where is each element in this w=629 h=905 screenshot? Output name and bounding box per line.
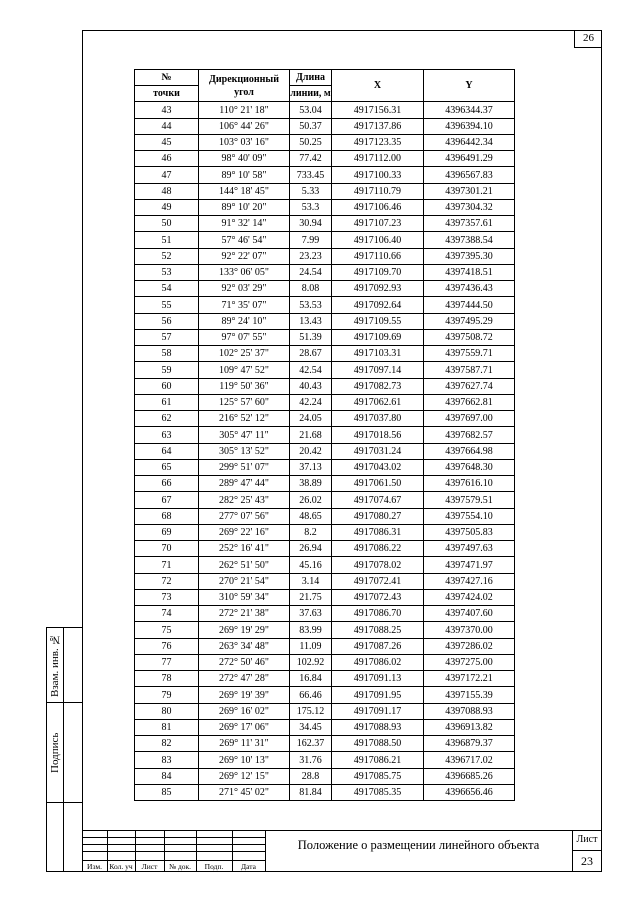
cell-direction-angle: 270° 21' 54": [199, 573, 290, 589]
cell-y-coord: 4397172.21: [424, 671, 515, 687]
header-x: X: [332, 70, 424, 102]
cell-line-length: 51.39: [290, 329, 332, 345]
cell-direction-angle: 289° 47' 44": [199, 476, 290, 492]
cell-y-coord: 4397505.83: [424, 524, 515, 540]
table-row: [135, 411, 515, 427]
cell-x-coord: 4917078.02: [332, 557, 424, 573]
cell-point-num: 79: [135, 687, 199, 703]
cell-point-num: 57: [135, 329, 199, 345]
cell-direction-angle: 133° 06' 05": [199, 264, 290, 280]
cell-line-length: 5.33: [290, 183, 332, 199]
title-block-title: Положение о размещении линейного объекта: [297, 838, 540, 852]
table-row: [135, 784, 515, 800]
cell-direction-angle: 89° 10' 58": [199, 167, 290, 183]
cell-point-num: 73: [135, 589, 199, 605]
cell-y-coord: 4397370.00: [424, 622, 515, 638]
cell-y-coord: 4396685.26: [424, 768, 515, 784]
cell-direction-angle: 272° 50' 46": [199, 654, 290, 670]
cell-x-coord: 4917106.40: [332, 232, 424, 248]
table-row: [135, 167, 515, 183]
cell-direction-angle: 89° 24' 10": [199, 313, 290, 329]
cell-y-coord: 4397436.43: [424, 281, 515, 297]
cell-direction-angle: 103° 03' 16": [199, 134, 290, 150]
cell-line-length: 28.67: [290, 346, 332, 362]
cell-point-num: 56: [135, 313, 199, 329]
cell-y-coord: 4397495.29: [424, 313, 515, 329]
cell-y-coord: 4397697.00: [424, 411, 515, 427]
cell-point-num: 83: [135, 752, 199, 768]
cell-direction-angle: 71° 35' 07": [199, 297, 290, 313]
cell-line-length: 53.53: [290, 297, 332, 313]
side-stamp-vzam-label: Взам. инв. №: [49, 633, 61, 697]
cell-line-length: 8.08: [290, 281, 332, 297]
cell-x-coord: 4917086.70: [332, 606, 424, 622]
table-row: [135, 573, 515, 589]
cell-line-length: 40.43: [290, 378, 332, 394]
cell-line-length: 37.63: [290, 606, 332, 622]
cell-x-coord: 4917156.31: [332, 102, 424, 118]
cell-y-coord: 4397508.72: [424, 329, 515, 345]
cell-x-coord: 4917088.50: [332, 736, 424, 752]
cell-y-coord: 4397286.02: [424, 638, 515, 654]
cell-point-num: 50: [135, 216, 199, 232]
cell-direction-angle: 109° 47' 52": [199, 362, 290, 378]
cell-x-coord: 4917137.86: [332, 118, 424, 134]
cell-x-coord: 4917085.75: [332, 768, 424, 784]
cell-line-length: 38.89: [290, 476, 332, 492]
cell-direction-angle: 125° 57' 60": [199, 394, 290, 410]
table-row: [135, 362, 515, 378]
cell-x-coord: 4917091.17: [332, 703, 424, 719]
cell-point-num: 61: [135, 394, 199, 410]
page-number-corner: 26: [574, 30, 602, 48]
cell-x-coord: 4917018.56: [332, 427, 424, 443]
coordinates-table: [134, 69, 515, 801]
cell-x-coord: 4917061.50: [332, 476, 424, 492]
cell-direction-angle: 110° 21' 18": [199, 102, 290, 118]
cell-line-length: 50.25: [290, 134, 332, 150]
cell-y-coord: 4396656.46: [424, 784, 515, 800]
table-row: [135, 427, 515, 443]
cell-x-coord: 4917074.67: [332, 492, 424, 508]
title-block-grid: [82, 830, 265, 872]
cell-point-num: 69: [135, 524, 199, 540]
cell-direction-angle: 269° 12' 15": [199, 768, 290, 784]
cell-y-coord: 4397554.10: [424, 508, 515, 524]
cell-y-coord: 4397418.51: [424, 264, 515, 280]
cell-y-coord: 4397357.61: [424, 216, 515, 232]
cell-y-coord: 4396442.34: [424, 134, 515, 150]
cell-line-length: 83.99: [290, 622, 332, 638]
cell-point-num: 62: [135, 411, 199, 427]
table-row: [135, 736, 515, 752]
cell-line-length: 733.45: [290, 167, 332, 183]
cell-direction-angle: 269° 17' 06": [199, 719, 290, 735]
header-num-bottom: точки: [135, 86, 199, 102]
cell-point-num: 80: [135, 703, 199, 719]
cell-point-num: 46: [135, 151, 199, 167]
header-num-top: №: [135, 70, 199, 86]
cell-x-coord: 4917088.25: [332, 622, 424, 638]
table-row: [135, 232, 515, 248]
cell-direction-angle: 305° 13' 52": [199, 443, 290, 459]
cell-line-length: 23.23: [290, 248, 332, 264]
table-row: [135, 508, 515, 524]
cell-point-num: 77: [135, 654, 199, 670]
side-stamp-vzam: [46, 627, 82, 703]
cell-line-length: 50.37: [290, 118, 332, 134]
cell-direction-angle: 269° 22' 16": [199, 524, 290, 540]
cell-line-length: 20.42: [290, 443, 332, 459]
cell-point-num: 72: [135, 573, 199, 589]
cell-y-coord: 4397275.00: [424, 654, 515, 670]
title-block: [82, 830, 602, 872]
cell-direction-angle: 216° 52' 12": [199, 411, 290, 427]
cell-point-num: 68: [135, 508, 199, 524]
table-row: [135, 719, 515, 735]
cell-x-coord: 4917087.26: [332, 638, 424, 654]
cell-point-num: 82: [135, 736, 199, 752]
title-block-n-dok: № док.: [168, 862, 192, 871]
cell-y-coord: 4397407.60: [424, 606, 515, 622]
cell-point-num: 70: [135, 541, 199, 557]
cell-point-num: 48: [135, 183, 199, 199]
table-row: [135, 297, 515, 313]
cell-y-coord: 4397648.30: [424, 459, 515, 475]
cell-point-num: 67: [135, 492, 199, 508]
cell-direction-angle: 102° 25' 37": [199, 346, 290, 362]
cell-direction-angle: 262° 51' 50": [199, 557, 290, 573]
cell-line-length: 24.05: [290, 411, 332, 427]
cell-line-length: 21.75: [290, 589, 332, 605]
cell-direction-angle: 89° 10' 20": [199, 199, 290, 215]
cell-y-coord: 4397616.10: [424, 476, 515, 492]
cell-point-num: 45: [135, 134, 199, 150]
cell-y-coord: 4397662.81: [424, 394, 515, 410]
side-stamp-podpis-label: Подпись: [49, 732, 61, 773]
cell-point-num: 63: [135, 427, 199, 443]
cell-line-length: 11.09: [290, 638, 332, 654]
table-row: [135, 703, 515, 719]
cell-x-coord: 4917092.64: [332, 297, 424, 313]
cell-direction-angle: 277° 07' 56": [199, 508, 290, 524]
cell-direction-angle: 310° 59' 34": [199, 589, 290, 605]
cell-x-coord: 4917091.13: [332, 671, 424, 687]
table-row: [135, 281, 515, 297]
table-row: [135, 102, 515, 118]
cell-y-coord: 4396394.10: [424, 118, 515, 134]
cell-y-coord: 4397444.50: [424, 297, 515, 313]
table-row: [135, 264, 515, 280]
cell-point-num: 76: [135, 638, 199, 654]
cell-x-coord: 4917091.95: [332, 687, 424, 703]
cell-direction-angle: 98° 40' 09": [199, 151, 290, 167]
cell-x-coord: 4917103.31: [332, 346, 424, 362]
cell-x-coord: 4917109.55: [332, 313, 424, 329]
cell-y-coord: 4397627.74: [424, 378, 515, 394]
cell-direction-angle: 269° 19' 39": [199, 687, 290, 703]
cell-line-length: 28.8: [290, 768, 332, 784]
coordinates-table-wrap: [134, 69, 514, 801]
table-row: [135, 183, 515, 199]
side-stamp-empty: [46, 803, 82, 872]
cell-x-coord: 4917072.43: [332, 589, 424, 605]
title-block-sheet-label: Лист: [576, 834, 598, 845]
cell-direction-angle: 263° 34' 48": [199, 638, 290, 654]
cell-line-length: 37.13: [290, 459, 332, 475]
cell-direction-angle: 272° 21' 38": [199, 606, 290, 622]
cell-x-coord: 4917037.80: [332, 411, 424, 427]
cell-point-num: 43: [135, 102, 199, 118]
cell-point-num: 71: [135, 557, 199, 573]
cell-line-length: 8.2: [290, 524, 332, 540]
cell-line-length: 31.76: [290, 752, 332, 768]
table-row: [135, 492, 515, 508]
cell-point-num: 51: [135, 232, 199, 248]
title-block-sheet-number: 23: [581, 854, 593, 868]
cell-x-coord: 4917086.22: [332, 541, 424, 557]
cell-x-coord: 4917086.21: [332, 752, 424, 768]
cell-direction-angle: 144° 18' 45": [199, 183, 290, 199]
cell-x-coord: 4917109.69: [332, 329, 424, 345]
table-row: [135, 752, 515, 768]
cell-point-num: 52: [135, 248, 199, 264]
cell-y-coord: 4397424.02: [424, 589, 515, 605]
cell-point-num: 78: [135, 671, 199, 687]
table-row: [135, 541, 515, 557]
cell-line-length: 42.24: [290, 394, 332, 410]
cell-direction-angle: 269° 19' 29": [199, 622, 290, 638]
cell-point-num: 47: [135, 167, 199, 183]
cell-y-coord: 4396567.83: [424, 167, 515, 183]
cell-line-length: 3.14: [290, 573, 332, 589]
cell-direction-angle: 252° 16' 41": [199, 541, 290, 557]
table-row: [135, 654, 515, 670]
table-row: [135, 394, 515, 410]
table-row: [135, 346, 515, 362]
table-row: [135, 134, 515, 150]
cell-point-num: 54: [135, 281, 199, 297]
cell-x-coord: 4917110.79: [332, 183, 424, 199]
cell-point-num: 74: [135, 606, 199, 622]
cell-x-coord: 4917080.27: [332, 508, 424, 524]
cell-direction-angle: 119° 50' 36": [199, 378, 290, 394]
cell-line-length: 7.99: [290, 232, 332, 248]
cell-x-coord: 4917107.23: [332, 216, 424, 232]
table-row: [135, 199, 515, 215]
table-row: [135, 151, 515, 167]
cell-x-coord: 4917085.35: [332, 784, 424, 800]
cell-y-coord: 4397664.98: [424, 443, 515, 459]
table-row: [135, 638, 515, 654]
cell-line-length: 13.43: [290, 313, 332, 329]
cell-line-length: 53.3: [290, 199, 332, 215]
cell-direction-angle: 271° 45' 02": [199, 784, 290, 800]
cell-y-coord: 4396491.29: [424, 151, 515, 167]
cell-line-length: 162.37: [290, 736, 332, 752]
table-row: [135, 459, 515, 475]
header-length-top: Длина: [290, 70, 332, 86]
cell-line-length: 53.04: [290, 102, 332, 118]
header-y: Y: [424, 70, 515, 102]
cell-y-coord: 4397304.32: [424, 199, 515, 215]
cell-point-num: 55: [135, 297, 199, 313]
cell-x-coord: 4917112.00: [332, 151, 424, 167]
cell-x-coord: 4917123.35: [332, 134, 424, 150]
cell-y-coord: 4396717.02: [424, 752, 515, 768]
cell-line-length: 175.12: [290, 703, 332, 719]
title-block-izm: Изм.: [87, 862, 102, 871]
cell-direction-angle: 305° 47' 11": [199, 427, 290, 443]
cell-y-coord: 4397497.63: [424, 541, 515, 557]
cell-y-coord: 4397471.97: [424, 557, 515, 573]
cell-x-coord: 4917100.33: [332, 167, 424, 183]
cell-x-coord: 4917109.70: [332, 264, 424, 280]
cell-direction-angle: 299° 51' 07": [199, 459, 290, 475]
cell-direction-angle: 92° 03' 29": [199, 281, 290, 297]
cell-y-coord: 4397088.93: [424, 703, 515, 719]
cell-point-num: 85: [135, 784, 199, 800]
cell-point-num: 58: [135, 346, 199, 362]
cell-y-coord: 4396913.82: [424, 719, 515, 735]
cell-line-length: 66.46: [290, 687, 332, 703]
cell-line-length: 48.65: [290, 508, 332, 524]
table-row: [135, 476, 515, 492]
cell-direction-angle: 282° 25' 43": [199, 492, 290, 508]
table-row: [135, 216, 515, 232]
cell-y-coord: 4397388.54: [424, 232, 515, 248]
cell-line-length: 26.02: [290, 492, 332, 508]
table-row: [135, 118, 515, 134]
table-row: [135, 248, 515, 264]
cell-line-length: 102.92: [290, 654, 332, 670]
table-row: [135, 443, 515, 459]
cell-y-coord: 4396879.37: [424, 736, 515, 752]
cell-point-num: 59: [135, 362, 199, 378]
cell-line-length: 77.42: [290, 151, 332, 167]
cell-direction-angle: 269° 11' 31": [199, 736, 290, 752]
cell-direction-angle: 269° 10' 13": [199, 752, 290, 768]
cell-point-num: 60: [135, 378, 199, 394]
cell-y-coord: 4397559.71: [424, 346, 515, 362]
cell-y-coord: 4397395.30: [424, 248, 515, 264]
cell-line-length: 45.16: [290, 557, 332, 573]
cell-x-coord: 4917072.41: [332, 573, 424, 589]
cell-y-coord: 4397579.51: [424, 492, 515, 508]
table-row: [135, 557, 515, 573]
table-row: [135, 768, 515, 784]
cell-point-num: 53: [135, 264, 199, 280]
cell-y-coord: 4397427.16: [424, 573, 515, 589]
table-row: [135, 589, 515, 605]
cell-point-num: 81: [135, 719, 199, 735]
cell-line-length: 16.84: [290, 671, 332, 687]
cell-direction-angle: 269° 16' 02": [199, 703, 290, 719]
cell-line-length: 34.45: [290, 719, 332, 735]
coordinates-table-body: [135, 102, 515, 801]
header-angle: Дирекционный угол: [199, 70, 290, 102]
cell-x-coord: 4917086.02: [332, 654, 424, 670]
cell-line-length: 24.54: [290, 264, 332, 280]
cell-point-num: 84: [135, 768, 199, 784]
cell-line-length: 26.94: [290, 541, 332, 557]
cell-x-coord: 4917097.14: [332, 362, 424, 378]
cell-y-coord: 4397682.57: [424, 427, 515, 443]
table-row: [135, 671, 515, 687]
cell-y-coord: 4397587.71: [424, 362, 515, 378]
cell-x-coord: 4917092.93: [332, 281, 424, 297]
table-row: [135, 687, 515, 703]
cell-direction-angle: 272° 47' 28": [199, 671, 290, 687]
cell-x-coord: 4917110.66: [332, 248, 424, 264]
table-row: [135, 329, 515, 345]
cell-direction-angle: 92° 22' 07": [199, 248, 290, 264]
cell-y-coord: 4397301.21: [424, 183, 515, 199]
cell-y-coord: 4396344.37: [424, 102, 515, 118]
title-block-kol-uch: Кол. уч: [109, 862, 133, 871]
cell-x-coord: 4917062.61: [332, 394, 424, 410]
table-row: [135, 622, 515, 638]
cell-direction-angle: 106° 44' 26": [199, 118, 290, 134]
cell-direction-angle: 57° 46' 54": [199, 232, 290, 248]
cell-point-num: 64: [135, 443, 199, 459]
cell-point-num: 65: [135, 459, 199, 475]
table-row: [135, 524, 515, 540]
cell-line-length: 21.68: [290, 427, 332, 443]
cell-x-coord: 4917106.46: [332, 199, 424, 215]
title-block-podp: Подп.: [204, 862, 224, 871]
cell-direction-angle: 91° 32' 14": [199, 216, 290, 232]
table-row: [135, 378, 515, 394]
cell-x-coord: 4917031.24: [332, 443, 424, 459]
cell-point-num: 44: [135, 118, 199, 134]
table-row: [135, 606, 515, 622]
header-length-bottom: линии, м: [290, 86, 332, 102]
cell-line-length: 81.84: [290, 784, 332, 800]
title-block-list: Лист: [141, 862, 158, 871]
cell-point-num: 66: [135, 476, 199, 492]
cell-point-num: 75: [135, 622, 199, 638]
title-block-data: Дата: [241, 862, 256, 871]
cell-direction-angle: 97° 07' 55": [199, 329, 290, 345]
cell-point-num: 49: [135, 199, 199, 215]
cell-x-coord: 4917086.31: [332, 524, 424, 540]
cell-line-length: 42.54: [290, 362, 332, 378]
cell-x-coord: 4917082.73: [332, 378, 424, 394]
cell-line-length: 30.94: [290, 216, 332, 232]
table-row: [135, 313, 515, 329]
side-stamp-podpis: [46, 703, 82, 803]
cell-x-coord: 4917088.93: [332, 719, 424, 735]
cell-x-coord: 4917043.02: [332, 459, 424, 475]
cell-y-coord: 4397155.39: [424, 687, 515, 703]
